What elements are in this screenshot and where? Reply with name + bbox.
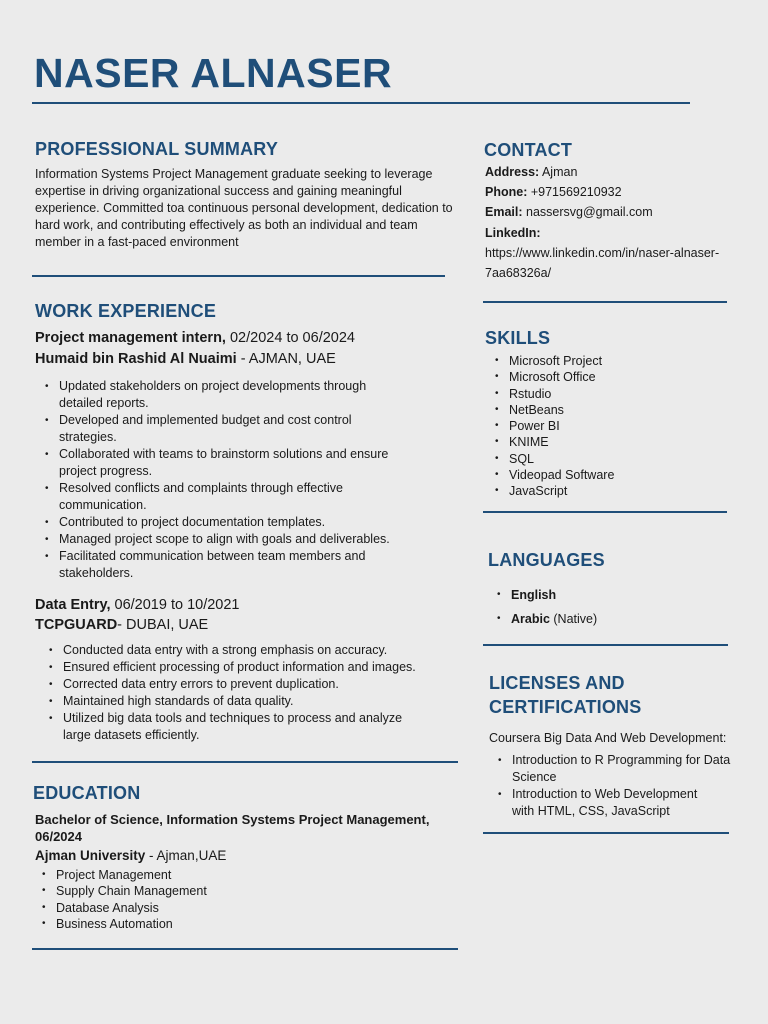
- linkedin-link-line-1[interactable]: https://www.linkedin.com/in/naser-alnaser-: [485, 246, 720, 260]
- list-item: • Project Management: [56, 867, 356, 883]
- list-item: • Contributed to project documentation templates.: [59, 514, 409, 531]
- job-2-role: Data Entry,: [35, 597, 111, 613]
- language-item: [511, 607, 731, 631]
- list-item: • Updated stakeholders on project developments through detailed reports.: [59, 378, 409, 412]
- list-item: • KNIME: [509, 434, 729, 450]
- education-school-line: [35, 848, 226, 863]
- job-1-bullets: [34, 378, 409, 582]
- contact-divider: [483, 301, 727, 303]
- licenses-heading-line-2: CERTIFICATIONS: [489, 697, 642, 717]
- licenses-heading-line-1: LICENSES AND: [489, 673, 625, 693]
- licenses-heading: [489, 671, 641, 719]
- linkedin-label: [485, 223, 541, 243]
- job-2-bullets: [38, 642, 443, 744]
- job-1-company-line: [35, 351, 336, 367]
- candidate-name: NASER ALNASER: [34, 50, 393, 96]
- language-item: [511, 583, 731, 607]
- skills-list: [484, 353, 729, 500]
- email-value[interactable]: nassersvg@gmail.com: [522, 205, 653, 219]
- education-degree: Bachelor of Science, Information Systems Project Management, 06/2024: [35, 812, 430, 844]
- job-1-title: [35, 330, 355, 346]
- education-heading: EDUCATION: [33, 783, 141, 803]
- list-item: • Utilized big data tools and techniques to process and analyze large datasets efficiently.: [63, 710, 423, 744]
- list-item: • Collaborated with teams to brainstorm solutions and ensure project progress.: [59, 446, 409, 480]
- list-item: • Introduction to R Programming for Data Science: [512, 752, 737, 786]
- language-name: English: [511, 588, 557, 602]
- education-location: - Ajman,UAE: [145, 848, 227, 863]
- job-1-dates: 02/2024 to 06/2024: [225, 330, 355, 346]
- phone-value: +971569210932: [527, 185, 622, 199]
- job-1-company: Humaid bin Rashid Al Nuaimi: [35, 351, 241, 367]
- skills-heading: SKILLS: [485, 328, 551, 348]
- job-2-location: - DUBAI, UAE: [117, 617, 209, 633]
- summary-divider: [32, 275, 445, 277]
- list-item: • Maintained high standards of data quality.: [63, 693, 443, 710]
- summary-text: Information Systems Project Management graduate seeking to leverage expertise in driving organizational success and gaining meaningful experience. Committed toa continuous personal development, dedication to hard work, and contributing effectively as both an individual and team member in a fast-paced environment: [35, 167, 453, 249]
- list-item: • Developed and implemented budget and cost control strategies.: [59, 412, 359, 446]
- list-item: • Power BI: [509, 418, 729, 434]
- education-divider: [32, 948, 458, 950]
- list-item: • Microsoft Office: [509, 369, 729, 385]
- contact-heading: CONTACT: [484, 140, 573, 160]
- work-heading: WORK EXPERIENCE: [35, 301, 217, 321]
- list-item: • Facilitated communication between team members and stakeholders.: [59, 548, 389, 582]
- licenses-list: [487, 752, 737, 820]
- list-item: • Videopad Software: [509, 467, 729, 483]
- list-item: • Business Automation: [56, 916, 356, 932]
- list-item: • JavaScript: [509, 483, 729, 499]
- work-divider: [32, 761, 458, 763]
- email-label: Email:: [485, 205, 523, 219]
- address-label: Address:: [485, 165, 540, 179]
- languages-divider: [483, 644, 728, 646]
- list-item: • Managed project scope to align with goals and deliverables.: [59, 531, 439, 548]
- education-school: Ajman University: [35, 848, 146, 863]
- list-item: • Database Analysis: [56, 900, 356, 916]
- list-item: • Rstudio: [509, 386, 729, 402]
- linkedin-link-line-2[interactable]: 7aa68326a/: [485, 266, 552, 280]
- contact-address: [485, 162, 577, 182]
- job-2-company-line: [35, 617, 208, 633]
- linkedin-label-text: LinkedIn:: [485, 226, 541, 240]
- summary-heading: PROFESSIONAL SUMMARY: [35, 139, 279, 159]
- languages-heading: LANGUAGES: [488, 550, 605, 570]
- list-item: • Ensured efficient processing of product information and images.: [63, 659, 443, 676]
- contact-email[interactable]: [485, 202, 653, 222]
- languages-list: [486, 583, 731, 631]
- language-level: (Native): [549, 612, 598, 626]
- list-item: • Microsoft Project: [509, 353, 729, 369]
- phone-label: Phone:: [485, 185, 528, 199]
- list-item: • Resolved conflicts and complaints through effective communication.: [59, 480, 369, 514]
- language-name: Arabic: [511, 612, 550, 626]
- list-item: • NetBeans: [509, 402, 729, 418]
- list-item: • Introduction to Web Development with HTML, CSS, JavaScript: [512, 786, 717, 820]
- contact-phone: [485, 182, 622, 202]
- licenses-intro: Coursera Big Data And Web Development:: [489, 731, 727, 745]
- licenses-divider: [483, 832, 729, 834]
- list-item: • Conducted data entry with a strong emphasis on accuracy.: [63, 642, 443, 659]
- job-1-location: - AJMAN, UAE: [240, 351, 336, 367]
- education-courses: [31, 867, 356, 932]
- list-item: • Corrected data entry errors to prevent duplication.: [63, 676, 443, 693]
- list-item: • Supply Chain Management: [56, 883, 356, 899]
- job-2-dates: 06/2019 to 10/2021: [110, 597, 240, 613]
- job-1-role: Project management intern,: [35, 330, 226, 346]
- skills-divider: [483, 511, 727, 513]
- job-2-title: [35, 597, 240, 613]
- header-divider: [32, 102, 690, 104]
- job-2-company: TCPGUARD: [35, 617, 118, 633]
- address-value: Ajman: [539, 165, 578, 179]
- list-item: • SQL: [509, 451, 729, 467]
